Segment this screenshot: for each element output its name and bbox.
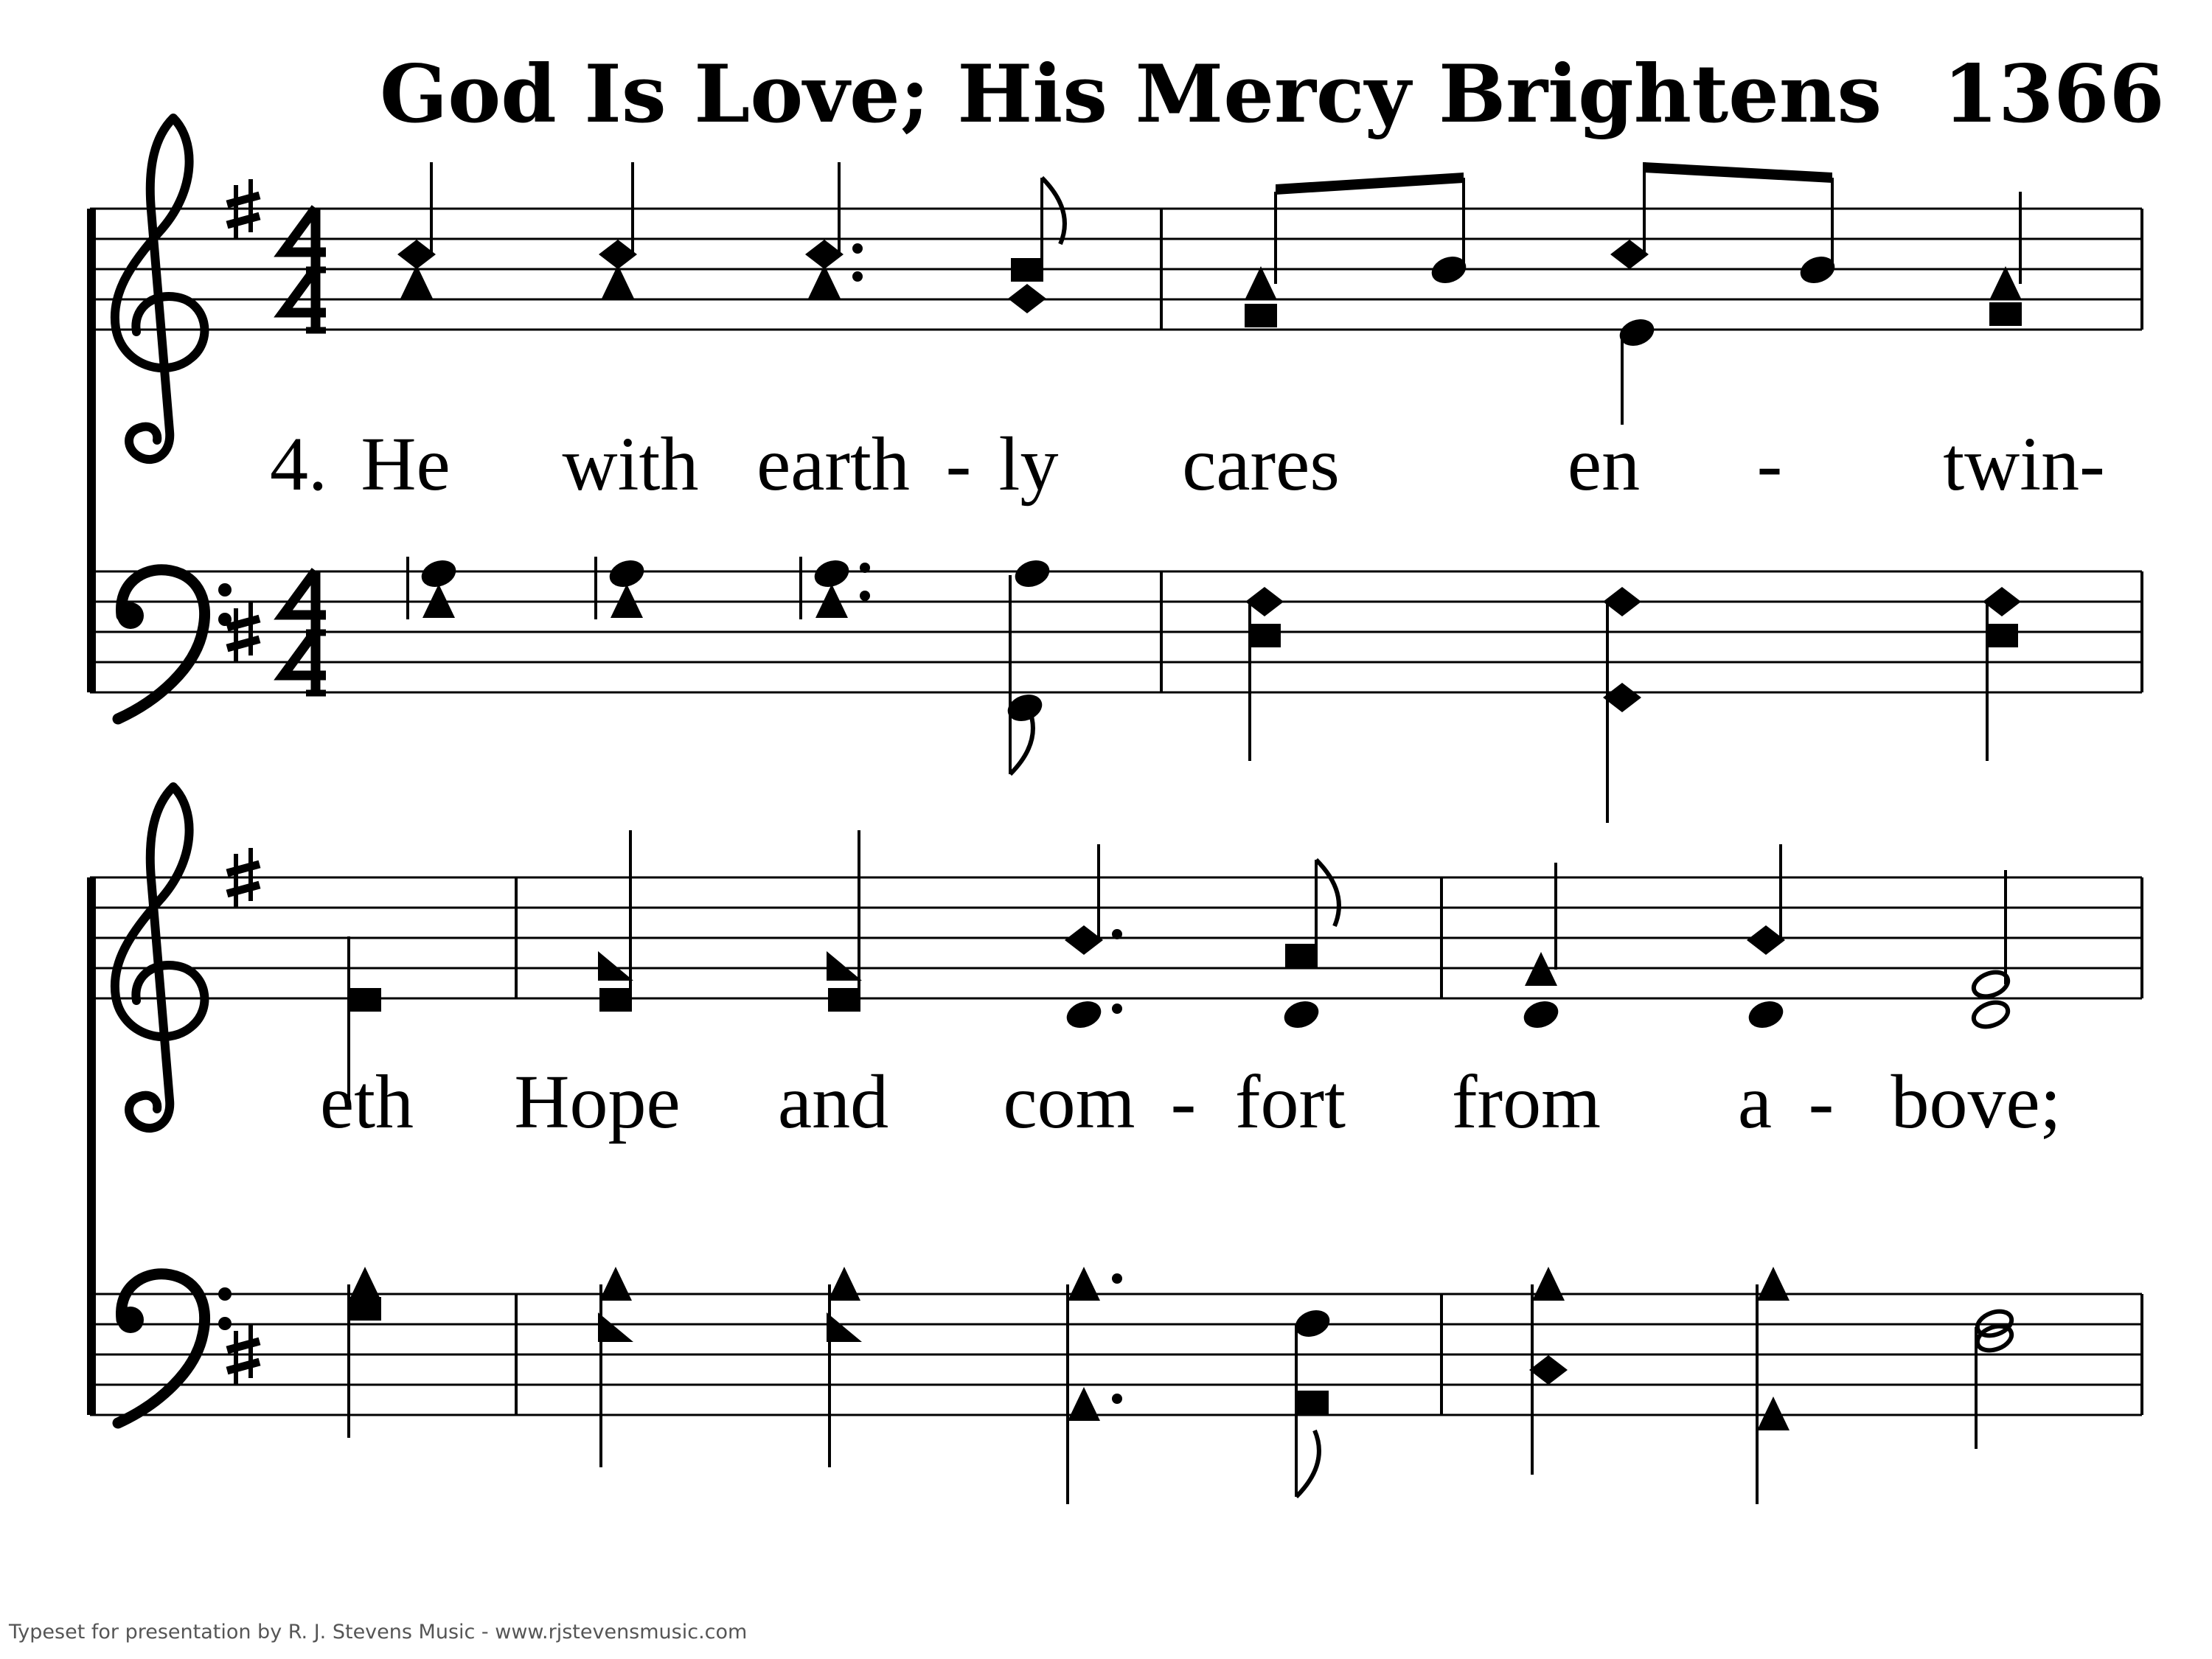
note-beam	[1276, 173, 1464, 195]
lyric-syllable: cares	[1182, 422, 1340, 507]
note-head	[1745, 997, 1787, 1032]
soprano-note	[827, 951, 862, 981]
note-head	[599, 1267, 632, 1301]
treble-clef-icon	[115, 118, 205, 459]
note-head	[1520, 997, 1562, 1032]
note-beam	[1644, 162, 1832, 183]
note-head	[1245, 304, 1277, 327]
note-head	[827, 1312, 862, 1342]
lyric-syllable: and	[777, 1060, 889, 1144]
augmentation-dot	[860, 591, 870, 601]
soprano-note	[805, 162, 863, 269]
typesetter-credit: Typeset for presentation by R. J. Stevens Music - www.rjstevensmusic.com	[9, 1621, 748, 1644]
soprano-note	[599, 162, 637, 269]
note-head	[1008, 284, 1046, 313]
tenor-note	[599, 1267, 632, 1301]
note-head	[1986, 624, 2018, 647]
bass-note	[1974, 1322, 2014, 1355]
alto-note	[599, 830, 632, 1012]
note-head	[1757, 1397, 1790, 1430]
note-head	[828, 1267, 860, 1301]
note-head	[1989, 302, 2022, 326]
note-head	[1285, 944, 1318, 967]
note-head	[1296, 1391, 1329, 1414]
note-head	[1974, 1322, 2014, 1355]
augmentation-dot	[1112, 1394, 1122, 1404]
note-head	[1970, 998, 2011, 1032]
treble-clef-icon	[115, 787, 205, 1128]
hymn-number: 1366	[1943, 48, 2165, 141]
alto-note	[1520, 997, 1562, 1032]
alto-note	[828, 830, 860, 1012]
staff-lines	[87, 118, 2142, 1423]
lyric-syllable: fort	[1234, 1060, 1346, 1144]
lyric-syllable: eth	[319, 1060, 414, 1144]
tenor-note	[349, 1267, 381, 1301]
tenor-note	[1532, 1267, 1565, 1301]
bass-note	[349, 1297, 381, 1321]
lyric-syllable: He	[361, 422, 451, 507]
tenor-note	[1012, 556, 1054, 591]
note-flag	[1296, 1430, 1319, 1497]
soprano-note	[1747, 844, 1785, 955]
lyric-hyphen: -	[945, 422, 972, 507]
lyric-syllable: a	[1737, 1060, 1773, 1144]
note-head	[1248, 624, 1281, 647]
lyric-hyphen: -	[1808, 1060, 1834, 1144]
alto-note	[1745, 997, 1787, 1032]
note-head	[828, 988, 860, 1012]
bass-note	[827, 1312, 862, 1342]
tenor-note	[828, 1267, 860, 1301]
soprano-note	[1797, 178, 1839, 288]
bass-note	[1757, 1397, 1790, 1430]
soprano-note	[1610, 162, 1649, 269]
bass-note	[1986, 624, 2018, 647]
notes-layer	[349, 162, 2022, 1504]
note-head	[1011, 258, 1043, 282]
tenor-note	[1068, 1267, 1122, 1301]
hymn-title: God Is Love; His Mercy Brightens	[380, 48, 1882, 141]
alto-note	[1063, 997, 1122, 1032]
lyric-syllable: ly	[998, 422, 1059, 507]
augmentation-dot	[1112, 1273, 1122, 1284]
note-head	[1281, 997, 1323, 1032]
lyric-hyphen: -	[1170, 1060, 1197, 1144]
lyric-syllable: earth	[757, 422, 910, 507]
note-flag	[1042, 178, 1065, 244]
system-bracket	[87, 877, 96, 1415]
alto-note	[1970, 998, 2011, 1032]
lyric-syllable: bove;	[1891, 1060, 2062, 1144]
note-head	[1063, 997, 1105, 1032]
augmentation-dot	[1112, 1004, 1122, 1014]
soprano-note	[1428, 178, 1470, 288]
lyric-hyphen: -	[1756, 422, 1783, 507]
soprano-note	[397, 162, 436, 269]
tenor-note	[1292, 1306, 1334, 1341]
alto-note	[349, 988, 381, 1012]
lyric-syllable: com	[1003, 1060, 1135, 1144]
bass-note	[1529, 1355, 1568, 1385]
soprano-note	[1285, 860, 1318, 967]
note-head	[1757, 1267, 1790, 1301]
note-head	[598, 1312, 633, 1342]
soprano-note	[1011, 178, 1043, 282]
lyric-syllable: with	[562, 422, 699, 507]
system-bracket	[87, 209, 96, 692]
alto-note	[1616, 315, 1658, 425]
alto-note	[1989, 302, 2022, 326]
alto-note	[1281, 997, 1323, 1032]
verse-number: 4.	[270, 422, 327, 507]
lyric-syllable: from	[1451, 1060, 1601, 1144]
note-head	[1245, 266, 1277, 300]
augmentation-dot	[852, 271, 863, 282]
note-head	[1068, 1267, 1100, 1301]
bass-clef-icon	[117, 570, 232, 719]
tenor-note	[1757, 1267, 1790, 1301]
note-head	[349, 1267, 381, 1301]
bass-note	[598, 1312, 633, 1342]
bass-clef-icon	[117, 1274, 232, 1423]
lyric-syllable: Hope	[514, 1060, 681, 1144]
lyric-syllable: twin-	[1943, 422, 2105, 507]
augmentation-dot	[1112, 929, 1122, 939]
soprano-note	[598, 951, 633, 981]
note-head	[1989, 266, 2022, 300]
alto-note	[1008, 284, 1046, 313]
lyric-syllable: en	[1567, 422, 1641, 507]
note-head	[1012, 556, 1054, 591]
note-head	[1068, 1387, 1100, 1421]
note-head	[598, 951, 633, 981]
bass-note	[1248, 624, 1281, 647]
note-head	[827, 951, 862, 981]
tenor-note	[811, 556, 870, 591]
augmentation-dot	[860, 563, 870, 573]
alto-note	[1245, 304, 1277, 327]
note-head	[349, 988, 381, 1012]
note-flag	[1316, 860, 1339, 926]
note-head	[1532, 1267, 1565, 1301]
note-head	[1292, 1306, 1334, 1341]
note-head	[349, 1297, 381, 1321]
augmentation-dot	[852, 243, 863, 254]
bass-note	[1296, 1391, 1329, 1414]
soprano-note	[1970, 870, 2011, 1001]
note-head	[1529, 1355, 1568, 1385]
note-head	[599, 988, 632, 1012]
